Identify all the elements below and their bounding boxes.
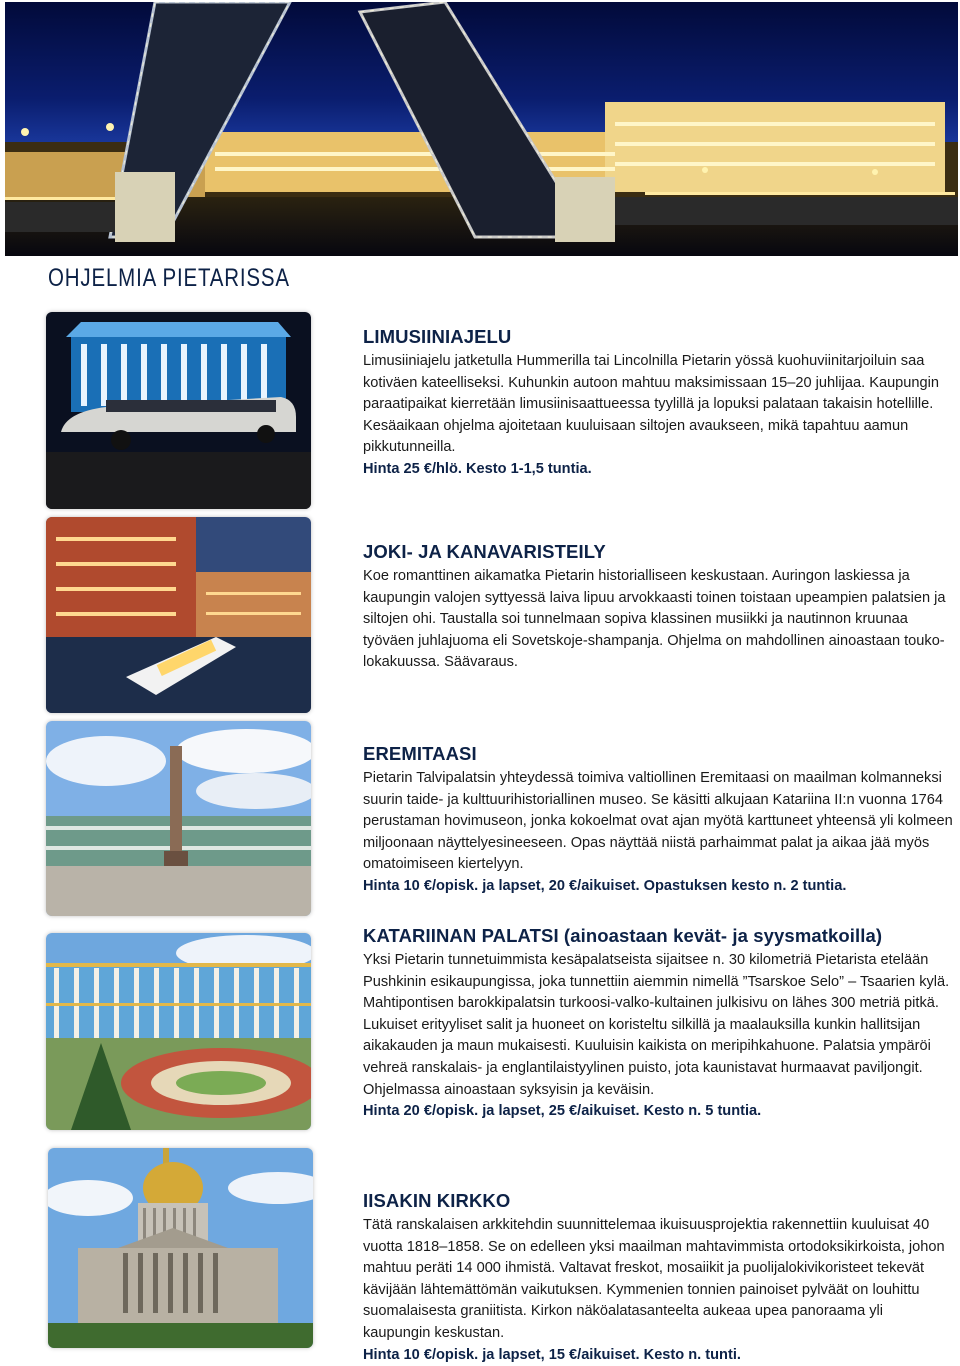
section-title: KATARIINAN PALATSI (ainoastaan kevät- ja syysmatkoilla): [363, 925, 883, 946]
photo-hermitage: [46, 721, 311, 916]
section-hermitage: [363, 743, 953, 898]
section-price: Hinta 10 €/opisk. ja lapset, 20 €/aikuiset. Opastuksen kesto n. 2 tuntia.: [363, 877, 847, 894]
section-limousine: [363, 326, 953, 481]
section-title: EREMITAASI: [363, 743, 477, 764]
section-text: Limusiiniajelu jatketulla Hummerilla tai Lincolnilla Pietarin yössä kuohuviinitarjoiluin saa kotiväen kateelliseksi. Kuhunkin autoon mahtuu maksimissaan 15–20 juhlijaa. Kaupungin paraatipaikat kierretään limusiinisaattueessa tyylillä ja lopuksi palataan takaisin hotellille. Kesäaikaan ohjelma ajoitetaan kuuluisaan siltojen avaukseen, mikä tapahtuu aamun pikkutunneilla.: [363, 353, 940, 456]
section-text: Tätä ranskalaisen arkkitehdin suunnittelemaa ikuisuusprojektia rakennettiin kuuluisat 40 vuotta 1818–1858. Se on edelleen yksi maailman mahtavimmista ortodoksikirkoista, johon mahtuu peräti 14 000 ihmistä. Valtavat freskot, mosaiikit ja puolijalokivikoristeet tekevät kävijään lähtemättömän vaikutuksen. Kymmenien tonnien painoiset pylväät on louhittu suomalaisesta graniitista. Kirkon näköalatasanteelta aukeaa upea panoraama yli kaupungin keskustan.: [363, 1217, 945, 1341]
section-price: Hinta 20 €/opisk. ja lapset, 25 €/aikuiset. Kesto n. 5 tuntia.: [363, 1103, 762, 1120]
photo-river-cruise: [46, 517, 311, 713]
section-title: LIMUSIINIAJELU: [363, 326, 512, 347]
section-text: Pietarin Talvipalatsin yhteydessä toimiva valtiollinen Eremitaasi on maailman kolmanneksi suurin taide- ja kulttuurihistoriallinen museo. Se käsitti alkujaan Katariina II:n vuonna 1764 perustaman hovimuseon, jonka kokoelmat ovat ajan myötä karttuneet yhteensä yli kolmeen miljoonaan näyttelyesineeseen. Opas näyttää niistä parhaimmat palat ja aikaa jää myös omatoimiseen kiertelyyn.: [363, 770, 953, 873]
photo-catherine-palace: [46, 933, 311, 1130]
section-title: IISAKIN KIRKKO: [363, 1190, 511, 1211]
photo-limousine: [46, 312, 311, 509]
section-catherine-palace: [363, 925, 953, 1123]
page-title: OHJELMIA PIETARISSA: [48, 264, 290, 292]
section-title: JOKI- JA KANAVARISTEILY: [363, 541, 606, 562]
photo-st-isaacs-cathedral: [48, 1148, 313, 1348]
section-price: Hinta 10 €/opisk. ja lapset, 15 €/aikuiset. Kesto n. tunti.: [363, 1346, 741, 1363]
section-st-isaacs-cathedral: [363, 1190, 953, 1366]
section-text: Koe romanttinen aikamatka Pietarin historialliseen keskustaan. Auringon laskiessa ja kaupungin valojen syttyessä laiva lipuu arvokkaasti toinen toistaan upeampien palatsien ja siltojen ohi. Taustalla soi tunnelmaan sopiva klassinen musiikki ja nautinnon kruunaa työväen juhlajuoma eli Sovetskoje-shampanja. Ohjelma on mahdollinen ainoastaan touko-lokakuussa. Säävaraus.: [363, 568, 946, 671]
hero-photo-drawbridge: [5, 2, 958, 256]
section-price: Hinta 25 €/hlö. Kesto 1-1,5 tuntia.: [363, 460, 592, 477]
section-river-cruise: [363, 541, 953, 674]
section-text: Yksi Pietarin tunnetuimmista kesäpalatseista sijaitsee n. 30 kilometriä Pietarista etelään Pushkinin esikaupungissa, joka tunnettiin aiemmin nimellä ”Tsarskoe Selo” – Tsaarien kylä. Mahtipontisen barokkipalatsin turkoosi-valko-kultainen julkisivu on lähes 300 metriä pitkä. Lukuiset erityyliset salit ja huoneet on koristeltu silkillä ja maalauksilla kunkin hallitsijan aikakauden ja maun mukaisesti. Kuuluisin kaikista on meripihkahuone. Palatsia ympäröi vehreä ranskalais- ja englantilaistyylinen puisto, jota kaunistavat hurmaavat paviljongit. Ohjelmassa ainoastaan syksyisin ja keväisin.: [363, 952, 950, 1098]
